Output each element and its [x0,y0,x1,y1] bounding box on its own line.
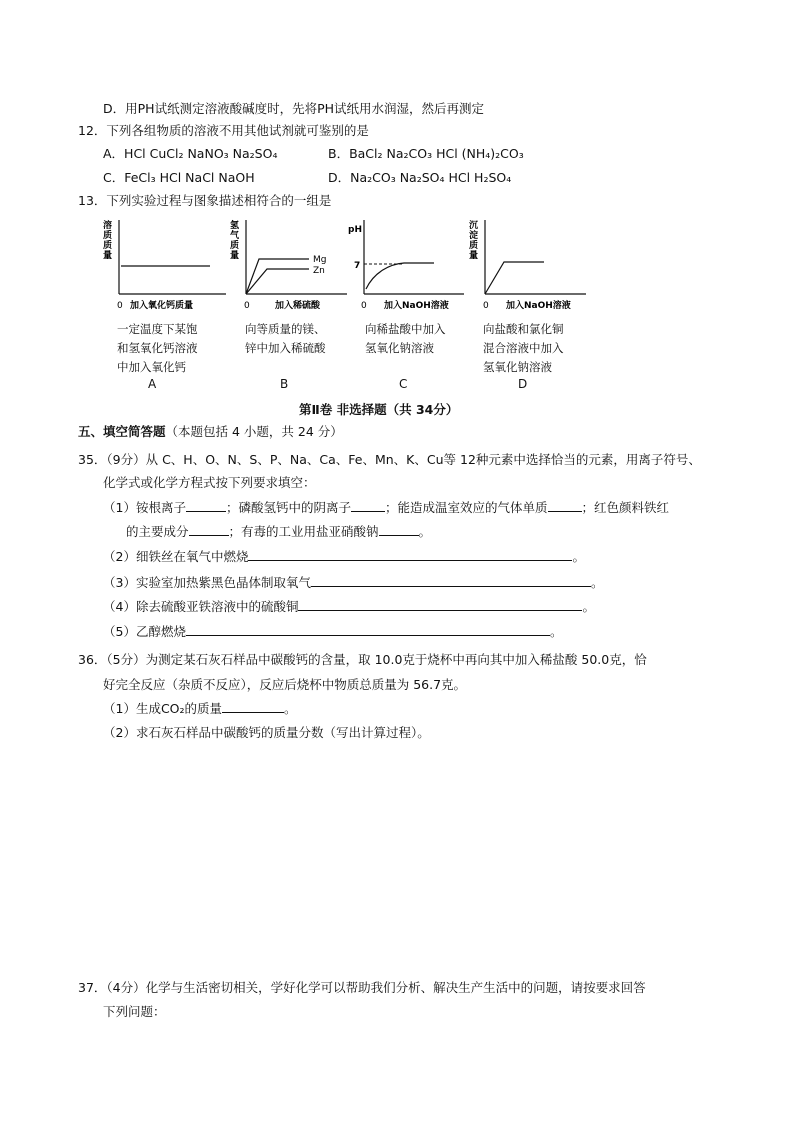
q12-stem: 12．下列各组物质的溶液不用其他试剂就可鉴别的是 [78,123,369,138]
panel-c-ylabel: pH [348,225,362,235]
q12-option-c: C．FeCl₃ HCl NaCl NaOH [103,170,255,185]
panel-c-xlabel: 加入NaOH溶液 [384,301,449,311]
q36-stem-line1: 36．（5分）为测定某石灰石样品中碳酸钙的含量，取 10.0克于烧杯中再向其中加入稀盐酸 50.0克，恰 [78,652,647,667]
panel-a-ylabel-1: 溶 [103,221,113,231]
q11-option-d: D．用PH试纸测定溶液酸碱度时，先将PH试纸用水润湿，然后再测定 [103,101,485,116]
panel-b-ylabel-3: 质 [230,241,240,251]
q35-p1-main-component-label: 的主要成分 [126,524,189,539]
panel-b-letter: B [280,377,289,391]
panel-a-caption-1: 一定温度下某饱 [117,322,198,336]
q35-stem-line1: 35．（9分）从 C、H、O、N、S、P、Na、Ca、Fe、Mn、K、Cu等 12种元素中选择恰当的元素，用离子符号、 [78,452,701,467]
section5-heading [78,423,343,441]
q35-p5-blank[interactable] [186,623,550,636]
panel-d-caption-2: 混合溶液中加入 [483,341,564,355]
q35-p1-ironred-label: ；红色颜料铁红 [581,500,670,515]
panel-a-ylabel-3: 质 [103,241,113,251]
panel-b-ylabel-2: 气 [230,231,240,241]
q12-option-d: D．Na₂CO₃ Na₂SO₄ HCl H₂SO₄ [328,170,512,185]
q35-part4 [103,598,595,616]
panel-b-legend-mg: Mg [313,255,327,265]
panel-a-graph [100,214,240,314]
q35-p1-end: 。 [418,524,432,539]
q35-p5-label: （5）乙醇燃烧 [103,624,186,639]
q12-option-b: B．BaCl₂ Na₂CO₃ HCl (NH₄)₂CO₃ [328,146,524,161]
q37-stem-line2: 下列问题： [103,1004,166,1019]
panel-d-caption-3: 氢氧化钠溶液 [483,360,552,374]
q35-p5-end: 。 [549,624,563,639]
q35-p4-end: 。 [582,599,595,614]
q36-part2: （2）求石灰石样品中碳酸钙的质量分数（写出计算过程）。 [103,725,430,740]
part2-title: 第Ⅱ卷 非选择题（共 34分） [299,402,459,417]
q36-part1 [103,700,297,718]
q35-stem-line2: 化学式或化学方程式按下列要求填空： [103,475,316,490]
q35-p2-end: 。 [572,549,585,564]
q35-p1-ammonium-label: （1）铵根离子 [103,500,186,515]
q35-p1-anion-blank[interactable] [351,499,385,512]
q13-stem: 13．下列实验过程与图象描述相符合的一组是 [78,193,332,208]
section5-title: 五、填空简答题 [78,424,166,439]
panel-c-ytick-7: 7 [354,261,361,271]
panel-b-series-mg [246,259,309,294]
panel-d-ylabel-3: 质 [469,241,479,251]
panel-d-series-line [485,262,544,294]
panel-b-legend-zn: Zn [313,266,325,276]
panel-c-series-curve [366,263,434,289]
q35-p1-greenhouse-blank[interactable] [548,499,582,512]
panel-a-ylabel-4: 量 [103,251,113,261]
q37-stem-line1: 37．（4分）化学与生活密切相关，学好化学可以帮助我们分析、解决生产生活中的问题，请按要求回答 [78,980,646,995]
panel-a-origin: 0 [117,301,123,311]
q35-part5 [103,623,562,641]
q35-p3-label: （3）实验室加热紫黑色晶体制取氧气 [103,575,311,590]
q35-p4-blank[interactable] [298,598,582,611]
q35-part2 [103,548,585,566]
panel-b-graph [227,214,357,314]
q35-p1-greenhouse-label: ；能造成温室效应的气体单质 [384,500,548,515]
panel-a-xlabel: 加入氧化钙质量 [130,301,194,311]
panel-d-letter: D [518,377,528,391]
q35-p2-blank[interactable] [248,548,572,561]
q35-part1-line1 [103,499,669,517]
panel-b-caption-1: 向等质量的镁、 [245,322,326,336]
panel-c-origin: 0 [361,301,367,311]
panel-c-caption-1: 向稀盐酸中加入 [365,322,446,336]
q36-p1-blank[interactable] [222,700,284,713]
panel-b-ylabel-4: 量 [230,251,240,261]
q35-part3 [103,574,603,592]
panel-d-graph [466,214,596,314]
section5-note: （本题包括 4 小题，共 24 分） [165,424,343,439]
q35-p1-nitrite-label: ；有毒的工业用盐亚硝酸钠 [228,524,379,539]
panel-c-letter: C [399,377,408,391]
q35-p3-blank[interactable] [311,574,591,587]
q36-stem-line2: 好完全反应（杂质不反应），反应后烧杯中物质总质量为 56.7克。 [103,677,467,692]
panel-c-caption-2: 氢氧化钠溶液 [365,341,434,355]
panel-b-origin: 0 [244,301,250,311]
panel-a-caption-2: 和氢氧化钙溶液 [117,341,198,355]
q36-p1-label: （1）生成CO₂的质量 [103,701,223,716]
q35-p1-main-component-blank[interactable] [189,523,229,536]
q35-p1-ammonium-blank[interactable] [186,499,226,512]
panel-b-series-zn [246,269,309,294]
q35-p2-label: （2）细铁丝在氧气中燃烧 [103,549,249,564]
q12-option-a: A．HCl CuCl₂ NaNO₃ Na₂SO₄ [103,146,278,161]
panel-c-graph [346,214,479,314]
panel-d-xlabel: 加入NaOH溶液 [506,301,571,311]
panel-d-ylabel-2: 淀 [469,231,479,241]
q35-p1-anion-label: ；磷酸氢钙中的阴离子 [225,500,351,515]
panel-d-ylabel-1: 沉 [469,221,479,231]
panel-a-letter: A [148,377,157,391]
panel-b-caption-2: 锌中加入稀硫酸 [245,341,326,355]
q36-p1-end: 。 [284,701,297,716]
panel-d-ylabel-4: 量 [469,251,479,261]
q35-p4-label: （4）除去硫酸亚铁溶液中的硫酸铜 [103,599,299,614]
q35-part1-line2 [126,523,431,541]
q35-p3-end: 。 [590,575,604,590]
q35-p1-nitrite-blank[interactable] [379,523,419,536]
panel-a-ylabel-2: 质 [103,231,113,241]
panel-d-caption-1: 向盐酸和氯化铜 [483,322,564,336]
panel-d-origin: 0 [483,301,489,311]
panel-a-caption-3: 中加入氧化钙 [117,360,186,374]
panel-b-xlabel: 加入稀硫酸 [275,301,321,311]
panel-b-ylabel-1: 氢 [230,221,240,231]
